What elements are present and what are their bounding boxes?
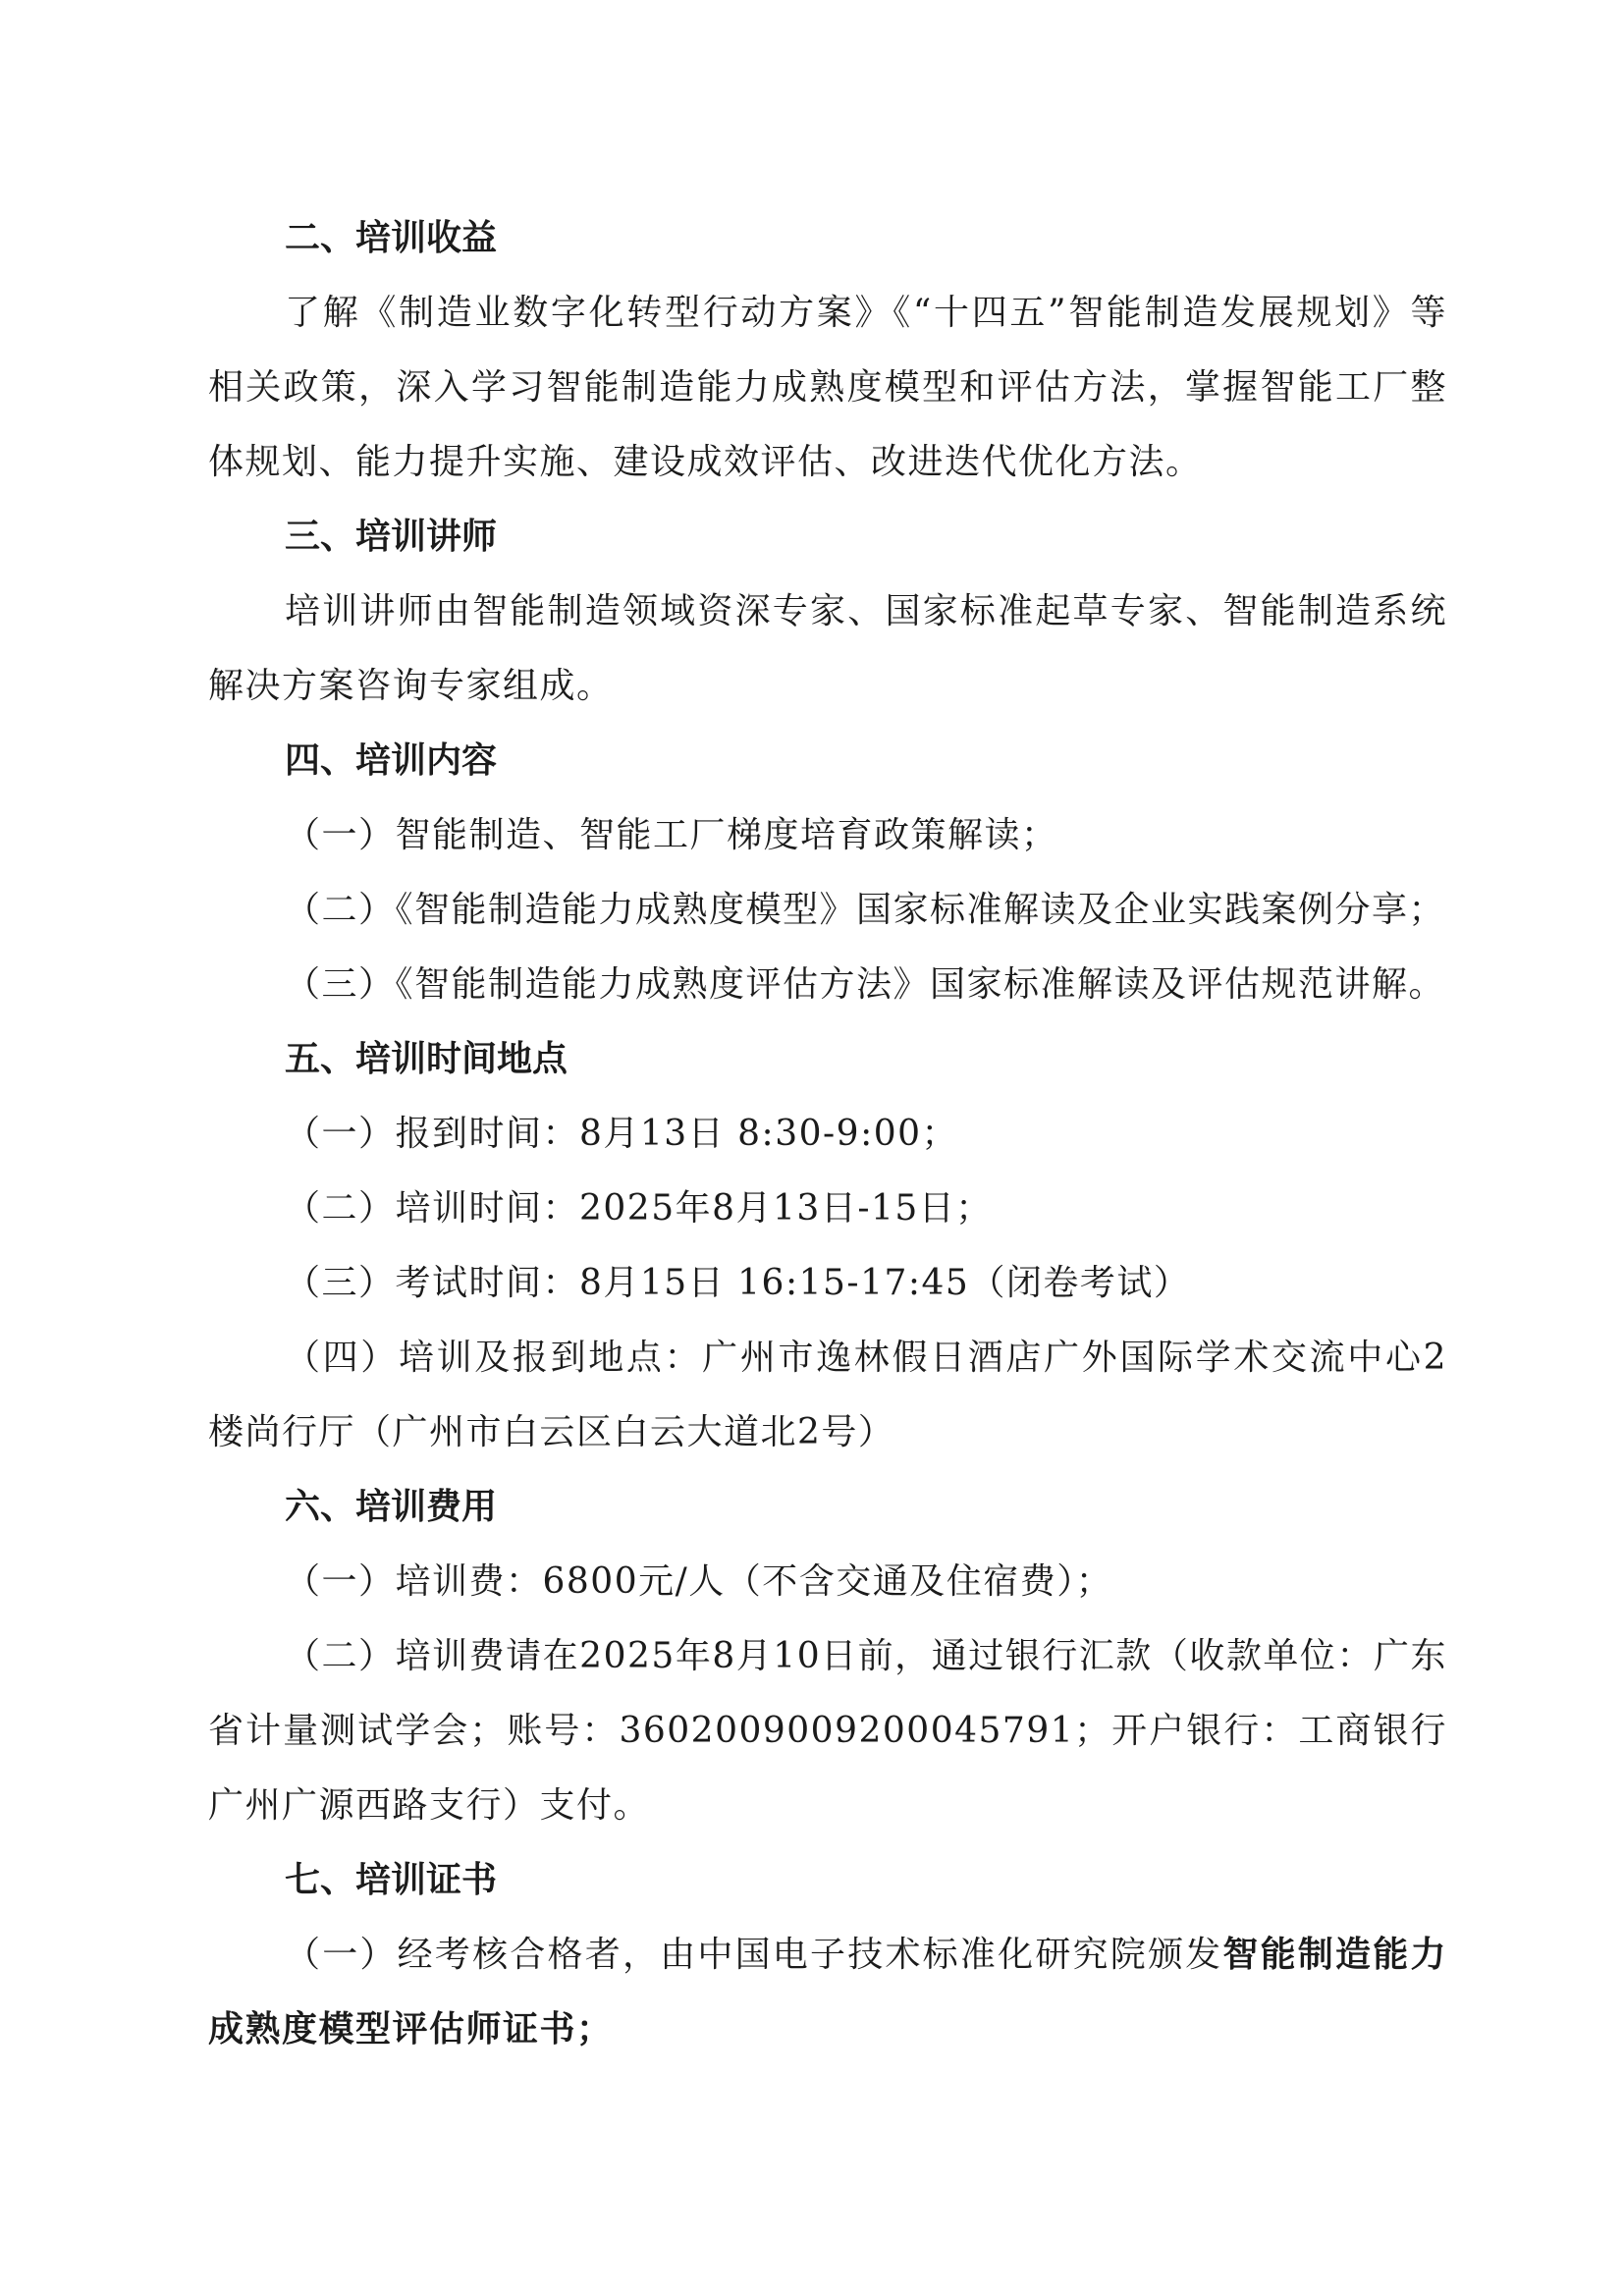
content-item-2: （二）《智能制造能力成熟度模型》国家标准解读及企业实践案例分享； bbox=[285, 890, 1446, 930]
fee-payment: （二）培训费请在2025年8月10日前，通过银行汇款（收款单位：广东省计量测试学会；账号：3602009009200045791；开户银行：工商银行广州广源西路支行）支付。 bbox=[208, 1636, 1447, 1826]
section-heading-benefits: 二、培训收益 bbox=[285, 218, 498, 258]
exam-time: （三）考试时间：8月15日 16:15-17:45（闭卷考试） bbox=[285, 1263, 1191, 1303]
section-heading-certificate: 七、培训证书 bbox=[285, 1860, 498, 1900]
lecturers-paragraph: 培训讲师由智能制造领域资深专家、国家标准起草专家、智能制造系统解决方案咨询专家组成。 bbox=[208, 591, 1447, 706]
training-location: （四）培训及报到地点：广州市逸林假日酒店广外国际学术交流中心2楼尚行厅（广州市白云区白云大道北2号） bbox=[208, 1338, 1447, 1452]
certificate-name: 智能制造能力成熟度模型评估师证书； bbox=[208, 1935, 1447, 2050]
content-item-3: （三）《智能制造能力成熟度评估方法》国家标准解读及评估规范讲解。 bbox=[285, 964, 1446, 1005]
section-heading-lecturers: 三、培训讲师 bbox=[285, 517, 498, 557]
certificate-text: （一）经考核合格者，由中国电子技术标准化研究院颁发 bbox=[285, 1935, 1223, 1975]
checkin-time: （一）报到时间：8月13日 8:30-9:00； bbox=[285, 1114, 959, 1154]
training-time: （二）培训时间：2025年8月13日-15日； bbox=[285, 1188, 993, 1229]
certificate-paragraph bbox=[208, 1918, 1447, 2067]
fee-amount: （一）培训费：6800元/人（不含交通及住宿费）； bbox=[285, 1561, 1113, 1602]
section-heading-fees: 六、培训费用 bbox=[285, 1487, 498, 1527]
content-item-1: （一）智能制造、智能工厂梯度培育政策解读； bbox=[285, 815, 1058, 855]
section-heading-time-location: 五、培训时间地点 bbox=[285, 1039, 568, 1079]
document-page bbox=[208, 201, 1447, 2067]
section-heading-content: 四、培训内容 bbox=[285, 740, 498, 781]
benefits-paragraph: 了解《制造业数字化转型行动方案》《“十四五”智能制造发展规划》等相关政策，深入学习智能制造能力成熟度模型和评估方法，掌握智能工厂整体规划、能力提升实施、建设成效评估、改进迭代优化方法。 bbox=[208, 293, 1447, 482]
